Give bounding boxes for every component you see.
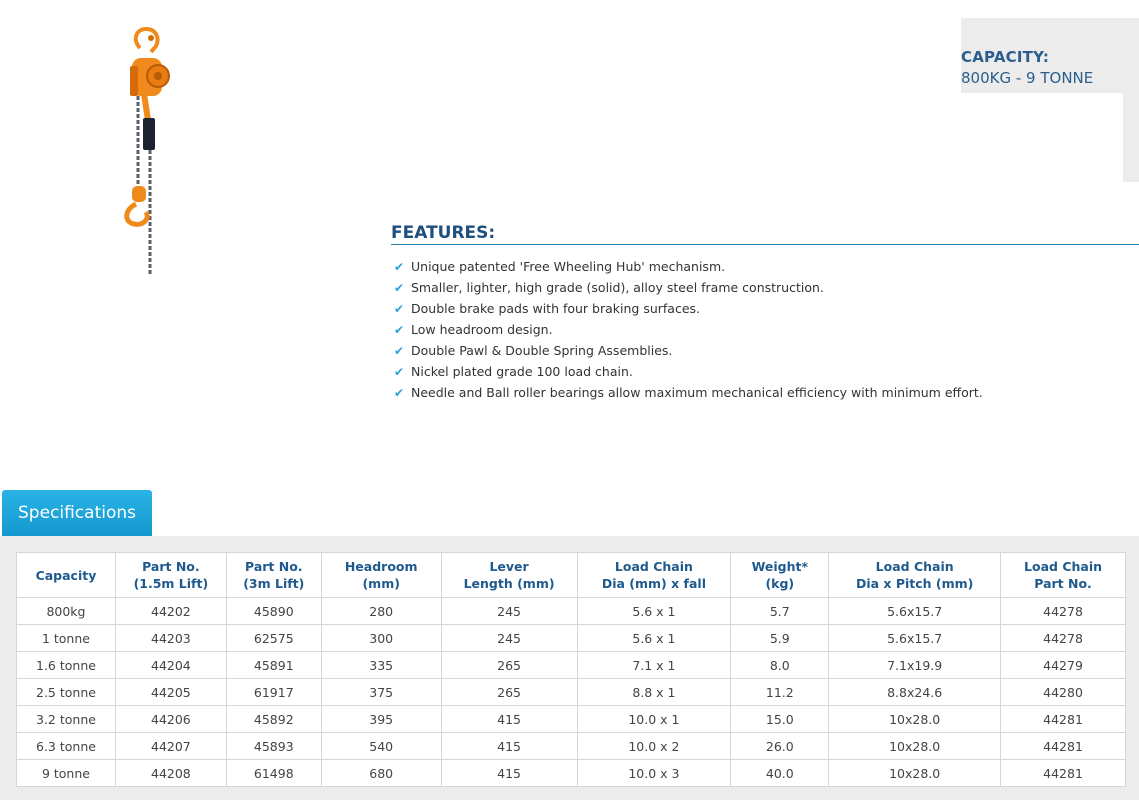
features-title: FEATURES: [391, 223, 496, 243]
table-cell: 415 [441, 760, 577, 787]
table-cell: 680 [321, 760, 441, 787]
table-cell: 45892 [226, 706, 321, 733]
table-cell: 245 [441, 625, 577, 652]
check-icon: ✔ [394, 322, 405, 337]
table-cell: 9 tonne [17, 760, 116, 787]
table-cell: 45891 [226, 652, 321, 679]
table-cell: 1.6 tonne [17, 652, 116, 679]
column-header: Load Chain Dia (mm) x fall [577, 553, 731, 598]
table-cell: 395 [321, 706, 441, 733]
table-cell: 44205 [115, 679, 226, 706]
table-cell: 44278 [1001, 598, 1126, 625]
column-header: Lever Length (mm) [441, 553, 577, 598]
table-cell: 3.2 tonne [17, 706, 116, 733]
table-row [17, 625, 1126, 652]
check-icon: ✔ [394, 259, 405, 274]
table-row [17, 679, 1126, 706]
table-cell: 61498 [226, 760, 321, 787]
table-cell: 15.0 [731, 706, 829, 733]
table-cell: 10.0 x 1 [577, 706, 731, 733]
table-cell: 245 [441, 598, 577, 625]
table-cell: 61917 [226, 679, 321, 706]
feature-item: ✔ Unique patented 'Free Wheeling Hub' mechanism. [394, 259, 726, 274]
lever-hoist-image [118, 26, 178, 278]
table-cell: 280 [321, 598, 441, 625]
feature-item: ✔ Smaller, lighter, high grade (solid), alloy steel frame construction. [394, 280, 824, 295]
table-cell: 44207 [115, 733, 226, 760]
table-cell: 44281 [1001, 733, 1126, 760]
table-cell: 44202 [115, 598, 226, 625]
feature-item: ✔ Double brake pads with four braking surfaces. [394, 301, 701, 316]
table-cell: 8.0 [731, 652, 829, 679]
table-cell: 26.0 [731, 733, 829, 760]
table-cell: 7.1 x 1 [577, 652, 731, 679]
table-cell: 375 [321, 679, 441, 706]
specifications-table [16, 552, 1126, 787]
capacity-panel [961, 18, 1139, 182]
table-row [17, 760, 1126, 787]
table-cell: 1 tonne [17, 625, 116, 652]
table-cell: 8.8 x 1 [577, 679, 731, 706]
table-cell: 40.0 [731, 760, 829, 787]
table-cell: 44204 [115, 652, 226, 679]
table-cell: 44208 [115, 760, 226, 787]
table-cell: 10.0 x 3 [577, 760, 731, 787]
table-cell: 45893 [226, 733, 321, 760]
feature-item: ✔ Double Pawl & Double Spring Assemblies. [394, 343, 673, 358]
column-header: Capacity [17, 553, 116, 598]
check-icon: ✔ [394, 343, 405, 358]
table-cell: 44279 [1001, 652, 1126, 679]
features-divider [391, 244, 1139, 245]
check-icon: ✔ [394, 364, 405, 379]
feature-item: ✔ Low headroom design. [394, 322, 553, 337]
table-cell: 62575 [226, 625, 321, 652]
table-cell: 5.6 x 1 [577, 625, 731, 652]
features-list [394, 256, 983, 403]
table-cell: 2.5 tonne [17, 679, 116, 706]
table-header-row [17, 553, 1126, 598]
table-cell: 5.7 [731, 598, 829, 625]
table-cell: 5.6x15.7 [829, 598, 1001, 625]
table-cell: 44203 [115, 625, 226, 652]
tab-specifications[interactable]: Specifications [2, 490, 152, 536]
check-icon: ✔ [394, 385, 405, 400]
table-cell: 5.6 x 1 [577, 598, 731, 625]
table-cell: 415 [441, 733, 577, 760]
column-header: Load Chain Part No. [1001, 553, 1126, 598]
table-cell: 10x28.0 [829, 760, 1001, 787]
check-icon: ✔ [394, 301, 405, 316]
column-header: Part No. (3m Lift) [226, 553, 321, 598]
check-icon: ✔ [394, 280, 405, 295]
table-cell: 415 [441, 706, 577, 733]
table-cell: 44278 [1001, 625, 1126, 652]
table-row [17, 652, 1126, 679]
table-cell: 45890 [226, 598, 321, 625]
table-cell: 265 [441, 679, 577, 706]
table-cell: 10x28.0 [829, 733, 1001, 760]
feature-item: ✔ Needle and Ball roller bearings allow maximum mechanical efficiency with minimum effort. [394, 385, 983, 400]
feature-item: ✔ Nickel plated grade 100 load chain. [394, 364, 633, 379]
table-cell: 265 [441, 652, 577, 679]
table-cell: 300 [321, 625, 441, 652]
column-header: Part No. (1.5m Lift) [115, 553, 226, 598]
table-cell: 5.9 [731, 625, 829, 652]
table-row [17, 598, 1126, 625]
table-cell: 5.6x15.7 [829, 625, 1001, 652]
table-cell: 44281 [1001, 706, 1126, 733]
table-cell: 7.1x19.9 [829, 652, 1001, 679]
table-row [17, 733, 1126, 760]
table-cell: 8.8x24.6 [829, 679, 1001, 706]
table-cell: 540 [321, 733, 441, 760]
table-cell: 800kg [17, 598, 116, 625]
table-row [17, 706, 1126, 733]
table-cell: 6.3 tonne [17, 733, 116, 760]
table-cell: 10x28.0 [829, 706, 1001, 733]
column-header: Load Chain Dia x Pitch (mm) [829, 553, 1001, 598]
capacity-value: 800KG - 9 TONNE [961, 69, 1094, 87]
table-cell: 11.2 [731, 679, 829, 706]
table-cell: 44280 [1001, 679, 1126, 706]
column-header: Headroom (mm) [321, 553, 441, 598]
table-cell: 335 [321, 652, 441, 679]
table-cell: 44281 [1001, 760, 1126, 787]
capacity-title: CAPACITY: [961, 48, 1050, 66]
column-header: Weight* (kg) [731, 553, 829, 598]
table-cell: 10.0 x 2 [577, 733, 731, 760]
table-cell: 44206 [115, 706, 226, 733]
